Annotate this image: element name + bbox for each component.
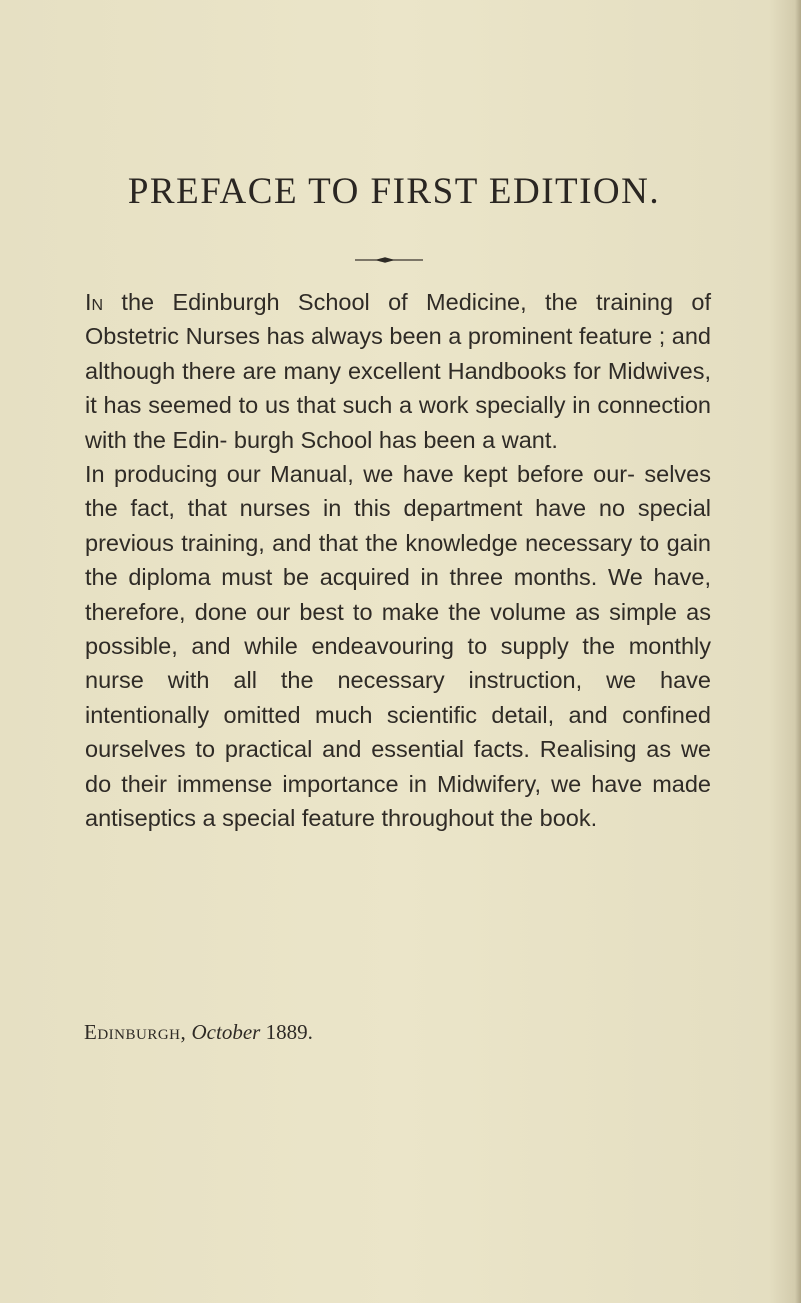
paragraph-1 bbox=[85, 285, 711, 457]
paragraph-text: In producing our Manual, we have kept before our- selves the fact, that nurses in this department have no special previous training, and that the knowledge necessary to gain the diploma must be acquired in three months. We have, therefore, done our best to make the volume as simple as possible, and while endeavouring to supply the monthly nurse with all the necessary instruction, we have intentionally omitted much scientific detail, and confined ourselves to practical and essential facts. Realising as we do their immense importance in Midwifery, we have made antiseptics a special feature throughout the book. bbox=[85, 461, 711, 832]
signoff-year: 1889. bbox=[265, 1020, 313, 1044]
preface-body bbox=[85, 285, 711, 836]
signoff bbox=[84, 1020, 313, 1045]
page-title: PREFACE TO FIRST EDITION. bbox=[127, 171, 661, 212]
page-edge-shadow bbox=[795, 0, 801, 1303]
paragraph-text: the Edinburgh School of Medicine, the training of Obstetric Nurses has always been a prominent feature ; and although there are many excellent Handbooks for Midwives, it has seemed to us that such a work specially in connection with the Edin- burgh School has been a want. bbox=[85, 289, 711, 453]
paragraph-lead-word: In bbox=[85, 289, 104, 315]
paragraph-2 bbox=[85, 457, 711, 835]
signoff-place: Edinburgh, bbox=[84, 1020, 187, 1044]
rule-with-diamond-icon bbox=[355, 255, 423, 265]
signoff-month: October bbox=[191, 1020, 261, 1044]
